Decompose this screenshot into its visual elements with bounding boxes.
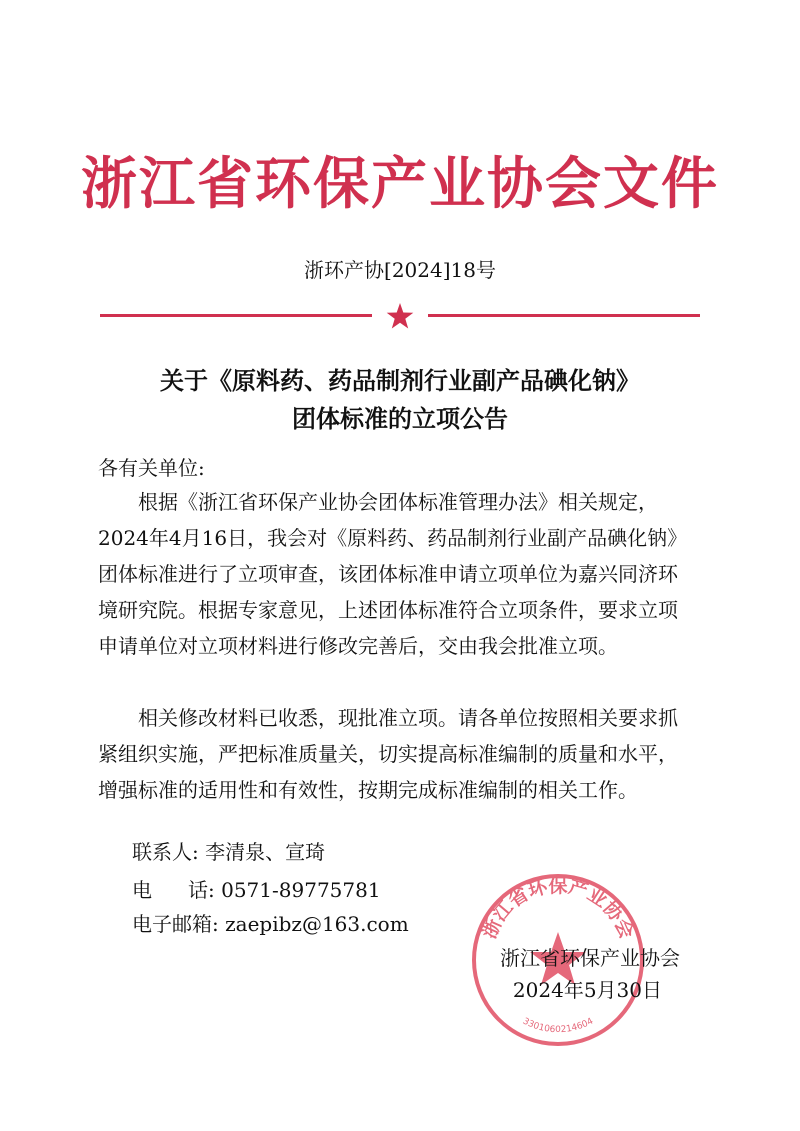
contact-person-value: 李清泉、宣琦 <box>205 840 326 864</box>
contact-person-label: 联系人: <box>132 840 199 864</box>
contact-email <box>132 908 409 937</box>
salutation: 各有关单位: <box>98 456 205 480</box>
body-paragraph-1: 根据《浙江省环保产业协会团体标准管理办法》相关规定，2024年4月16日，我会对《原料药、药品制剂行业副产品碘化钠》团体标准进行了立项审查，该团体标准申请立项单位为嘉兴同济环境研究院。根据专家意见，上述团体标准符合立项条件，要求立项申请单位对立项材料进行修改完善后，交由我会批准立项。 <box>98 490 678 658</box>
signing-organization: 浙江省环保产业协会 <box>500 946 680 970</box>
contact-phone-label-1: 电 <box>132 878 152 902</box>
document-number: 浙环产协[2024]18号 <box>304 258 496 282</box>
divider-line-left <box>100 314 372 317</box>
document-header-title: 浙江省环保产业协会文件 <box>81 152 719 217</box>
header-divider <box>100 302 700 332</box>
contact-email-label: 电子邮箱: <box>132 912 219 936</box>
contact-person <box>132 836 325 865</box>
notice-title-line-2: 团体标准的立项公告 <box>292 405 508 433</box>
notice-title <box>0 362 800 438</box>
signing-date: 2024年5月30日 <box>512 978 662 1002</box>
star-icon <box>386 302 414 330</box>
contact-phone-value: 0571-89775781 <box>221 878 381 902</box>
seal-text: 浙江省环保产业协会 <box>478 874 638 942</box>
contact-email-value: zaepibz@163.com <box>225 912 409 936</box>
contact-phone-label-2: 话: <box>188 878 215 902</box>
seal-number: 3301060214604 <box>520 1016 596 1036</box>
notice-title-line-1: 关于《原料药、药品制剂行业副产品碘化钠》 <box>160 367 640 395</box>
divider-line-right <box>428 314 700 317</box>
body-paragraph-2: 相关修改材料已收悉，现批准立项。请各单位按照相关要求抓紧组织实施，严把标准质量关，切实提高标准编制的质量和水平，增强标准的适用性和有效性，按期完成标准编制的相关工作。 <box>98 706 678 802</box>
contact-phone <box>132 874 381 903</box>
